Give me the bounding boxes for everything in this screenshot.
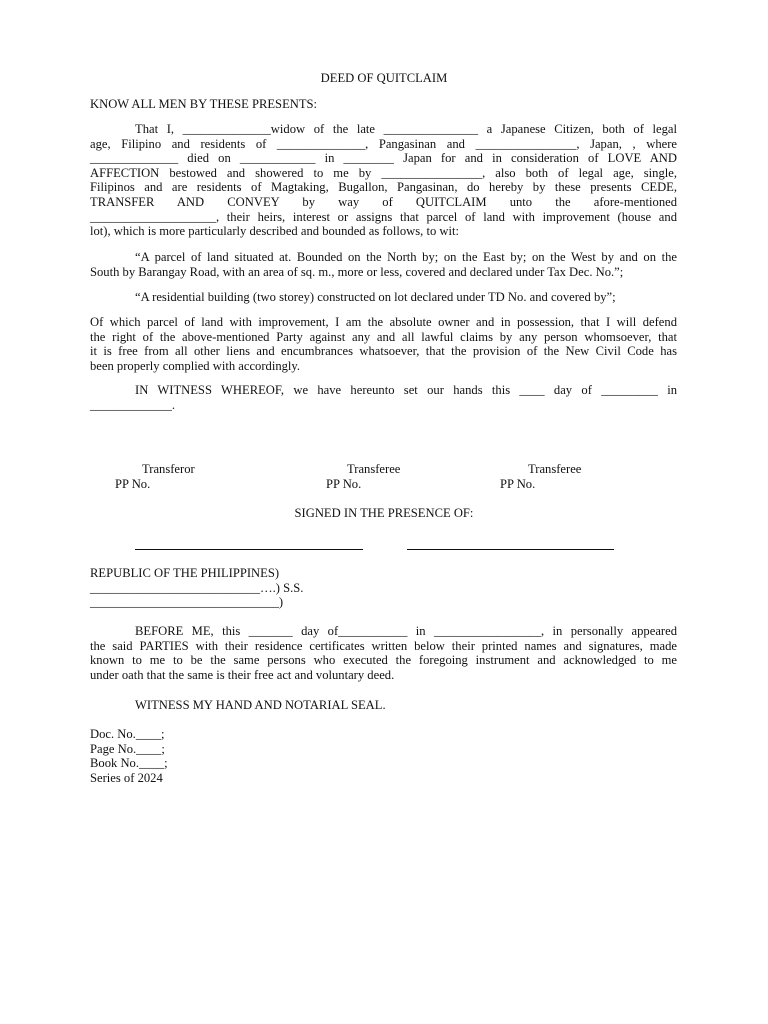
paragraph-line: lot), which is more particularly described and bounded as follows, to wit: (90, 224, 459, 239)
paragraph-line: “A parcel of land situated at. Bounded on the North by; on the East by; on the West by and on the (135, 250, 677, 264)
paragraph-line: BEFORE ME, this _______ day of___________ in _________________, in personally appeared (135, 624, 677, 638)
paragraph-line: ____________________, their heirs, interest or assigns that parcel of land with improvement (house and (90, 209, 677, 224)
signed-in-presence-heading: SIGNED IN THE PRESENCE OF: (294, 506, 474, 520)
signatory-role-transferor: Transferor (142, 462, 195, 476)
paragraph-line: it is free from all other liens and encumbrances whatsoever, that the provision of the New Civil Code has (90, 344, 677, 359)
paragraph-line: South by Barangay Road, with an area of sq. m., more or less, covered and declared under Tax Dec. No.”; (90, 264, 624, 279)
paragraph-line: known to me to be the same persons who executed the foregoing instrument and acknowledged to me (90, 653, 677, 668)
witness-signature-line (135, 549, 363, 550)
page-number: Page No.____; (90, 741, 165, 756)
doc-number: Doc. No.____; (90, 727, 165, 741)
paragraph-line: ______________ died on ____________ in ________ Japan for and in consideration of LOVE AND (90, 151, 677, 166)
paragraph-line: been properly complied with accordingly. (90, 358, 301, 373)
notarial-seal-statement: WITNESS MY HAND AND NOTARIAL SEAL. (135, 698, 386, 712)
signatory-pp-number: PP No. (115, 477, 151, 491)
paragraph-line: the right of the above-mentioned Party against any and all lawful claims by any person whomsoever, that (90, 329, 677, 344)
signatory-pp-number: PP No. (500, 477, 536, 491)
venue-line: ______________________________) (90, 595, 284, 610)
witness-signature-line (407, 549, 614, 550)
salutation: KNOW ALL MEN BY THESE PRESENTS: (90, 97, 318, 111)
paragraph-line: IN WITNESS WHEREOF, we have hereunto set our hands this ____ day of _________ in (135, 383, 677, 397)
series-year: Series of 2024 (90, 770, 163, 785)
signatory-pp-number: PP No. (326, 477, 362, 491)
venue-line: ___________________________….) S.S. (90, 580, 304, 595)
signatory-role-transferee: Transferee (347, 462, 401, 476)
paragraph-line: the said PARTIES with their residence certificates written below their printed names and signatures, made (90, 638, 677, 653)
document-title: DEED OF QUITCLAIM (320, 71, 448, 85)
paragraph-line: Of which parcel of land with improvement, I am the absolute owner and in possession, that I will defend (90, 315, 677, 329)
paragraph-line: age, Filipino and residents of ______________, Pangasinan and ________________, Japan, , where (90, 136, 677, 151)
paragraph-line: Filipinos and are residents of Magtaking, Bugallon, Pangasinan, do hereby by these presents CEDE, (90, 180, 677, 195)
signatory-role-transferee: Transferee (528, 462, 582, 476)
paragraph-line: That I, ______________widow of the late _______________ a Japanese Citizen, both of legal (135, 122, 677, 136)
venue-line: REPUBLIC OF THE PHILIPPINES) (90, 566, 280, 580)
paragraph-line: TRANSFER AND CONVEY by way of QUITCLAIM unto the afore-mentioned (90, 195, 677, 209)
paragraph-line: _____________. (90, 397, 176, 412)
paragraph-building-description: “A residential building (two storey) constructed on lot declared under TD No. and covered by”; (135, 290, 616, 304)
book-number: Book No.____; (90, 756, 168, 771)
paragraph-line: under oath that the same is their free act and voluntary deed. (90, 667, 395, 682)
paragraph-line: AFFECTION bestowed and showered to me by ________________, also both of legal age, single, (90, 165, 677, 180)
